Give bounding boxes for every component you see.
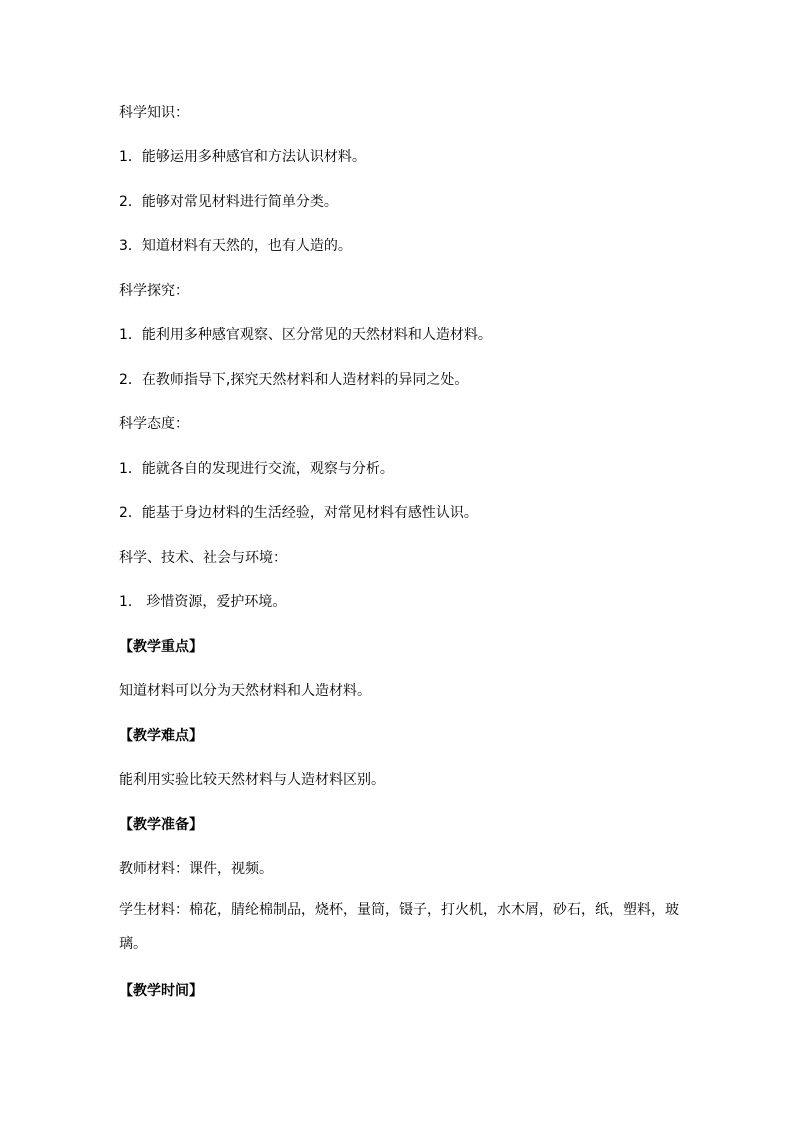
paragraph: 教师材料：课件，视频。	[119, 861, 273, 877]
paragraph: 能利用实验比较天然材料与人造材料区别。	[119, 772, 385, 788]
list-item: 1．能够运用多种感官和方法认识材料。	[119, 149, 366, 165]
section-label-science-knowledge: 科学知识：	[119, 105, 189, 121]
list-item: 2．能基于身边材料的生活经验，对常见材料有感性认识。	[119, 505, 478, 521]
paragraph: 学生材料：棉花，腈纶棉制品，烧杯，量筒，镊子，打火机，水木屑，砂石，纸，塑料，玻璃。	[119, 902, 679, 952]
list-item: 1．能利用多种感官观察、区分常见的天然材料和人造材料。	[119, 327, 492, 343]
heading-teaching-time: 【教学时间】	[119, 983, 203, 999]
paragraph: 知道材料可以分为天然材料和人造材料。	[119, 683, 371, 699]
section-label-stse: 科学、技术、社会与环境：	[119, 550, 287, 566]
list-item: 3．知道材料有天然的，也有人造的。	[119, 238, 352, 254]
list-item: 2．能够对常见材料进行简单分类。	[119, 194, 338, 210]
section-label-science-attitude: 科学态度：	[119, 416, 189, 432]
heading-teaching-difficulty: 【教学难点】	[119, 728, 203, 744]
heading-teaching-focus: 【教学重点】	[119, 639, 203, 655]
section-label-science-inquiry: 科学探究：	[119, 283, 189, 299]
list-item: 2．在教师指导下,探究天然材料和人造材料的异同之处。	[119, 372, 469, 388]
list-item: 1．能就各自的发现进行交流，观察与分析。	[119, 461, 394, 477]
heading-teaching-preparation: 【教学准备】	[119, 817, 203, 833]
list-item: 1． 珍惜资源，爱护环境。	[119, 594, 287, 610]
